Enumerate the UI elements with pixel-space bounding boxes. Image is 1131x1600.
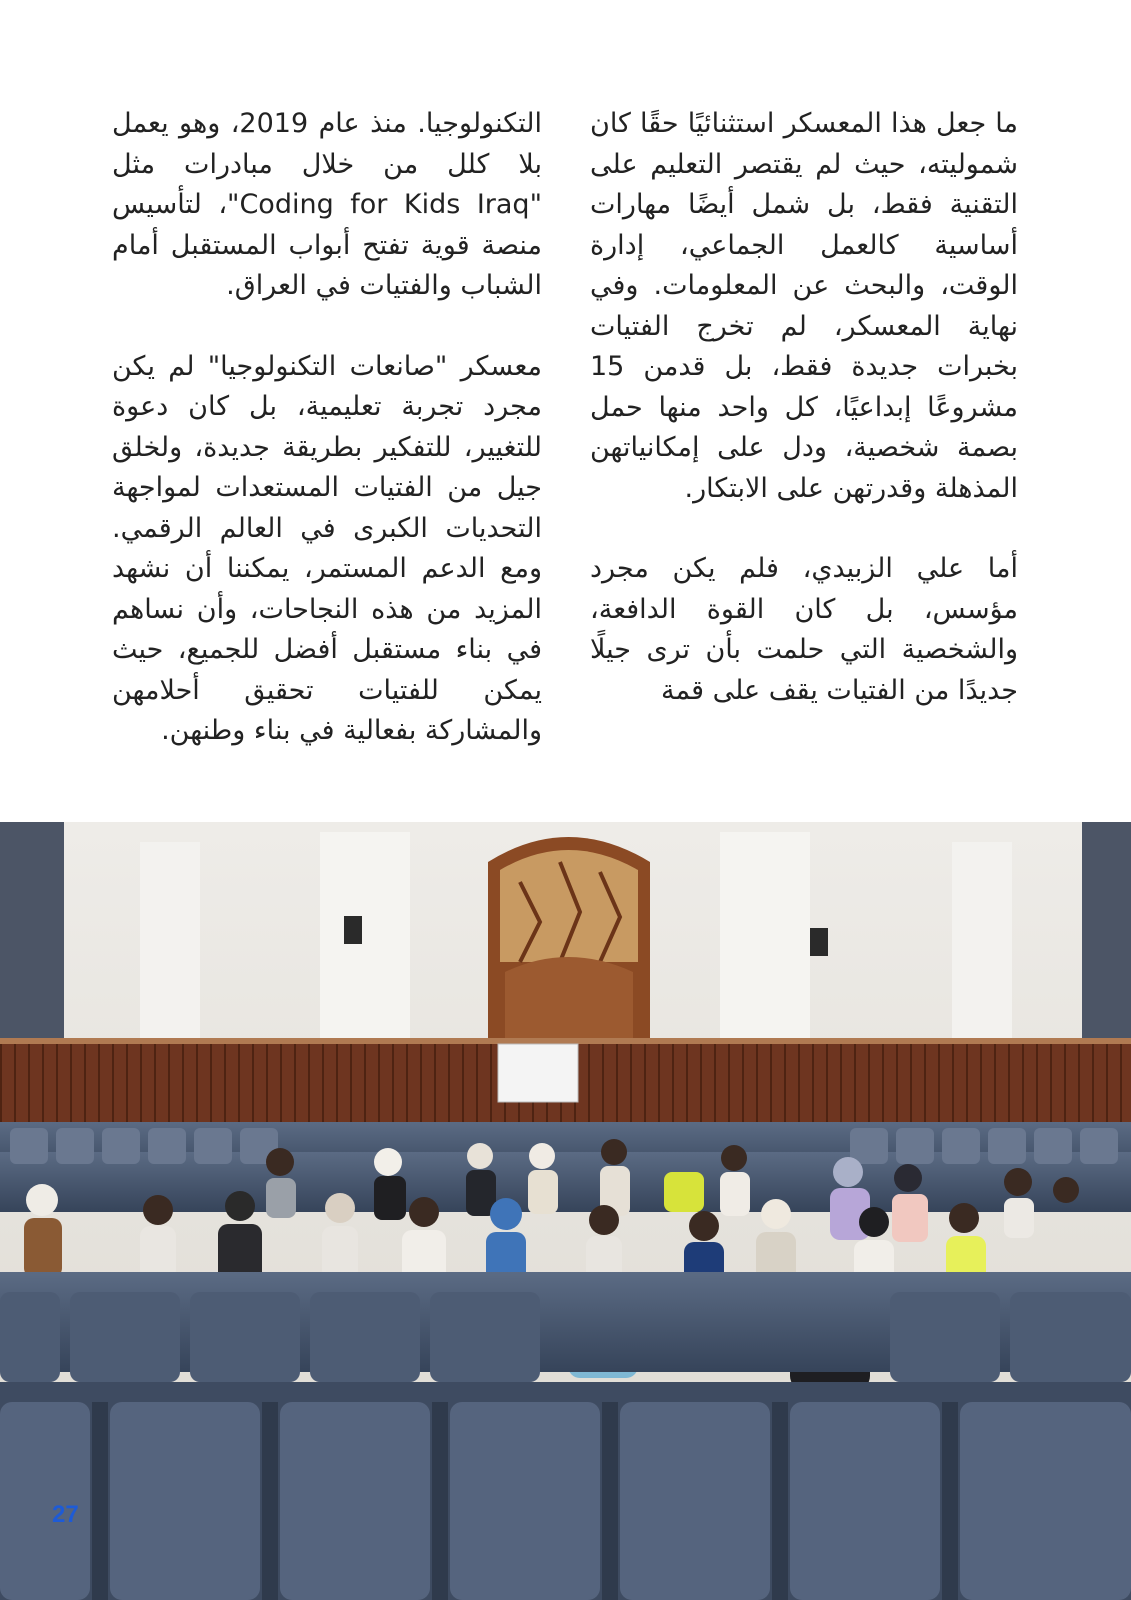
article-column-right [590, 104, 1018, 751]
paragraph: التكنولوجيا. منذ عام 2019، وهو يعمل بلا كلل من خلال مبادرات مثل "Coding for Kids Iraq"، لتأسيس منصة قوية تفتح أبواب المستقبل أمام الشباب والفتيات في العراق. [112, 108, 542, 301]
paragraph: ما جعل هذا المعسكر استثنائيًا حقًا كان شموليته، حيث لم يقتصر التعليم على التقنية فقط، بل شمل أيضًا مهارات أساسية كالعمل الجماعي، إدارة الوقت، والبحث عن المعلومات. وفي نهاية المعسكر، لم تخرج الفتيات بخبرات جديدة فقط، بل قدمن 15 مشروعًا إبداعيًا، كل واحد منها حمل بصمة شخصية، ودل على إمكانياتهن المذهلة وقدرتهن على الابتكار. [590, 108, 1018, 504]
article-column-left [112, 104, 542, 792]
group-photo [0, 822, 1131, 1600]
page-number: 27 [52, 1501, 79, 1528]
paragraph: معسكر "صانعات التكنولوجيا" لم يكن مجرد تجربة تعليمية، بل كان دعوة للتغيير، للتفكير بطريقة جديدة، ولخلق جيل من الفتيات المستعدات لمواجهة التحديات الكبرى في العالم الرقمي. ومع الدعم المستمر، يمكننا أن نشهد المزيد من هذه النجاحات، وأن نساهم في بناء مستقبل أفضل للجميع، حيث يمكن للفتيات تحقيق أحلامهن والمشاركة بفعالية في بناء وطنهن. [112, 350, 542, 746]
paragraph: أما علي الزبيدي، فلم يكن مجرد مؤسس، بل كان القوة الدافعة، والشخصية التي حلمت بأن ترى جيلًا جديدًا من الفتيات يقف على قمة [590, 553, 1018, 706]
